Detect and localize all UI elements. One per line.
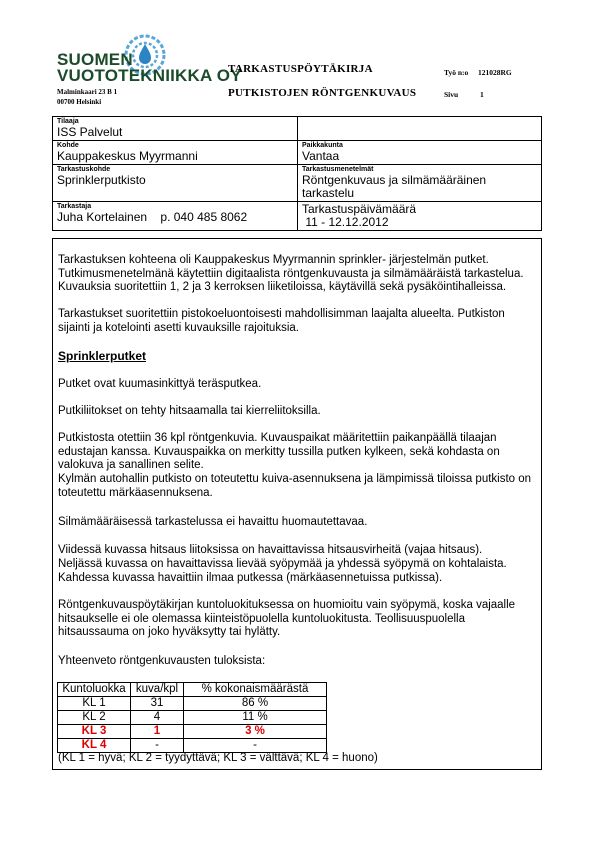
joints-text: Putkiliitokset on tehty hitsaamalla tai kierreliitoksilla. xyxy=(58,405,321,417)
pipe-material-text: Putket ovat kuumasinkittyä teräsputkea. xyxy=(58,378,262,390)
document-title: TARKASTUSPÖYTÄKIRJA xyxy=(228,63,373,75)
table-row xyxy=(58,725,327,739)
table-cell-highlight: KL 3 xyxy=(58,725,131,739)
intro-paragraph: Tarkastuksen kohteena oli Kauppakeskus Myyrmannin sprinkler- järjestelmän putket. Tutkimusmenetelmänä käytettiin digitaalista röntgenkuvausta ja silmämääräistä tarkastelua. Kuvauksia suoritettiin 1, 2 ja 3 kerroksen liiketiloissa, käytävillä sekä pysäköintihalleissa. xyxy=(58,254,524,293)
classification-paragraph: Röntgenkuvauspöytäkirjan kuntoluokituksessa on huomioitu vain syöpymä, koska vajaalle hitsaukselle ei ole olemassa kiinteistöpuolella kuntoluokitusta. Teollisuuspuolella hitsaussauma on joko hyväksytty tai hylätty. xyxy=(58,599,516,638)
document-subtitle: PUTKISTOJEN RÖNTGENKUVAUS xyxy=(228,87,417,99)
logo-text-line2: VUOTOTEKNIIKKA OY xyxy=(57,66,242,85)
target-label: Tarkastuskohde xyxy=(57,166,111,173)
table-cell: 86 % xyxy=(184,697,327,711)
classification-legend: (KL 1 = hyvä; KL 2 = tyydyttävä; KL 3 = välttävä; KL 4 = huono) xyxy=(58,752,378,764)
corrosion-text: Neljässä kuvassa on havaittavissa lievää syöpymää ja yhdessä syöpymä on kohtalaista. xyxy=(58,558,507,570)
xray-count-paragraph: Putkistosta otettiin 36 kpl röntgenkuvia. Kuvauspaikat määritettiin paikanpäällä tilaajan edustajan kanssa. Kuvauspaikka on merkitty tussilla putken kylkeen, sekä kohdasta on valokuva ja sanallinen selite. xyxy=(58,432,500,471)
client-value: ISS Palvelut xyxy=(57,125,123,139)
table-cell: 31 xyxy=(131,697,184,711)
summary-header-cell: % kokonaismäärästä xyxy=(184,683,327,697)
work-number-label: Työ n:o xyxy=(444,68,469,77)
summary-header-cell: Kuntoluokka xyxy=(58,683,131,697)
table-cell-highlight: 1 xyxy=(131,725,184,739)
table-row xyxy=(58,711,327,725)
client-label: Tilaaja xyxy=(57,118,79,125)
target-value: Sprinklerputkisto xyxy=(57,173,146,187)
table-cell: KL 2 xyxy=(58,711,131,725)
place-value: Vantaa xyxy=(302,149,340,163)
table-cell: - xyxy=(131,739,184,753)
summary-intro-text: Yhteenveto röntgenkuvausten tuloksista: xyxy=(58,655,266,667)
summary-table xyxy=(57,682,327,753)
work-number: 121028RG xyxy=(478,68,512,77)
inspector-label: Tarkastaja xyxy=(57,203,92,210)
table-row xyxy=(58,739,327,753)
visual-inspection-text: Silmämääräisessä tarkastelussa ei havaittu huomautettavaa. xyxy=(58,516,368,528)
address-line1: Malminkaari 23 B 1 xyxy=(57,88,118,96)
place-label: Paikkakunta xyxy=(302,142,343,149)
table-cell: KL 1 xyxy=(58,697,131,711)
table-cell-highlight: KL 4 xyxy=(58,739,131,753)
inspector-value: Juha Kortelainen p. 040 485 8062 xyxy=(57,210,248,224)
table-cell: 11 % xyxy=(184,711,327,725)
table-row xyxy=(58,697,327,711)
page-label: Sivu xyxy=(444,90,459,99)
table-cell: 4 xyxy=(131,711,184,725)
page-number: 1 xyxy=(480,90,484,99)
address-line2: 00700 Helsinki xyxy=(57,98,102,106)
date-label: Tarkastuspäivämäärä xyxy=(302,202,417,216)
method-label: Tarkastusmenetelmät xyxy=(302,166,374,173)
object-value: Kauppakeskus Myyrmanni xyxy=(57,149,198,163)
installation-paragraph: Kylmän autohallin putkisto on toteutettu kuiva-asennuksena ja lämpimissä tiloissa putkisto on toteutettu märkäasennuksena. xyxy=(58,473,532,499)
date-value: 11 - 12.12.2012 xyxy=(302,215,389,229)
logo-text-line1: SUOMEN xyxy=(57,50,133,69)
section-heading: Sprinklerputket xyxy=(58,349,147,363)
table-cell-highlight: 3 % xyxy=(184,725,327,739)
scope-paragraph: Tarkastukset suoritettiin pistokoeluontoisesti mahdollisimman laajalta alueelta. Putkiston sijainti ja kotelointi asetti kuvauksille rajoituksia. xyxy=(58,308,505,334)
info-table xyxy=(52,116,542,231)
table-cell: - xyxy=(184,739,327,753)
air-in-pipe-text: Kahdessa kuvassa havaittiin ilmaa putkessa (märkäasennetuissa putkissa). xyxy=(58,572,443,584)
summary-header-cell: kuva/kpl xyxy=(131,683,184,697)
weld-defects-text: Viidessä kuvassa hitsaus liitoksissa on havaittavissa hitsausvirheitä (vajaa hitsaus). xyxy=(58,544,483,556)
object-label: Kohde xyxy=(57,142,79,149)
summary-header-row xyxy=(58,683,327,697)
method-value: Röntgenkuvaus ja silmämääräinen tarkastelu xyxy=(302,173,487,200)
